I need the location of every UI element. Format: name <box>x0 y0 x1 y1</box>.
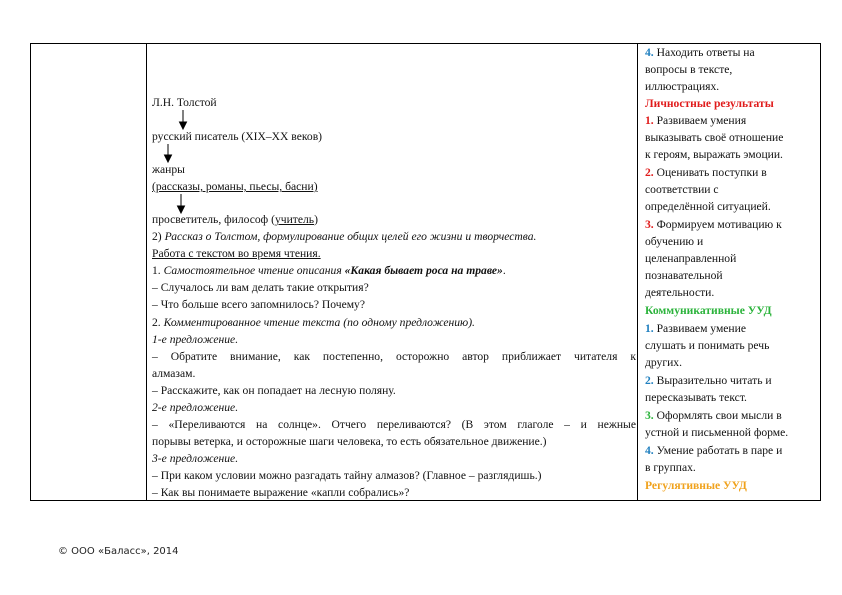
step-2: 2) Рассказ о Толстом, формулирование общих целей его жизни и творчества. <box>152 230 537 243</box>
work-heading: Работа с текстом во время чтения. <box>152 247 321 260</box>
arrow-head-1 <box>180 122 187 129</box>
result-find-answers: 4. Находить ответы на <box>645 46 755 59</box>
regulatory-heading: Регулятивные УУД <box>645 479 747 492</box>
copyright-footer: © ООО «Баласс», 2014 <box>58 546 179 557</box>
personal-result-3-cont: обучению и <box>645 235 704 248</box>
personal-result-1-cont2: к героям, выражать эмоции. <box>645 148 783 161</box>
communicative-result-1: 1. Развиваем умение <box>645 322 746 335</box>
personal-result-1: 1. Развиваем умения <box>645 114 747 127</box>
sentence-1-question-1: – Обратите внимание, как постепенно, осторожно автор приближает читателя к <box>152 350 636 363</box>
personal-results-heading: Личностные результаты <box>645 97 774 110</box>
sentence-3-label: 3-е предложение. <box>152 452 239 465</box>
sentence-2-label: 2-е предложение. <box>152 401 239 414</box>
communicative-result-3-cont: устной и письменной форме. <box>645 426 789 439</box>
genres-label: жанры <box>152 163 185 176</box>
personal-result-2-cont2: определённой ситуацией. <box>645 200 771 213</box>
sentence-3-question-1: – При каком условии можно разгадать тайну алмазов? (Главное – разглядишь.) <box>152 469 542 482</box>
communicative-result-3: 3. Оформлять свои мысли в <box>645 409 782 422</box>
sentence-2-question-1-cont: порывы ветерка, и осторожные шаги человека, то есть обязательное движение.) <box>152 435 547 448</box>
communicative-heading: Коммуникативные УУД <box>645 304 772 317</box>
sentence-2-question-1: – «Переливаются на солнце». Отчего переливаются? (В этом глаголе – и нежные <box>152 418 636 431</box>
communicative-result-2-cont: пересказывать текст. <box>645 391 747 404</box>
sentence-1-question-2: – Расскажите, как он попадает на лесную поляну. <box>152 384 396 397</box>
sentence-1-label: 1-е предложение. <box>152 333 239 346</box>
personal-result-3-cont3: познавательной <box>645 269 723 282</box>
personal-result-1-cont: выказывать своё отношение <box>645 131 784 144</box>
writer-line: русский писатель (XIX–XX веков) <box>152 130 323 143</box>
question-2: – Что больше всего запомнилось? Почему? <box>152 298 366 311</box>
arrow-head-2 <box>165 155 172 162</box>
result-find-answers-cont: вопросы в тексте, <box>645 63 733 76</box>
communicative-result-4: 4. Умение работать в паре и <box>645 444 783 457</box>
personal-result-2-cont: соответствии с <box>645 183 719 196</box>
personal-result-2: 2. Оценивать поступки в <box>645 166 767 179</box>
communicative-result-4-cont: в группах. <box>645 461 696 474</box>
result-find-answers-cont2: иллюстрациях. <box>645 80 720 93</box>
personal-result-3-cont2: целенаправленной <box>645 252 737 265</box>
enlightener-line: просветитель, философ (учитель) <box>152 213 318 226</box>
personal-result-3-cont4: деятельности. <box>645 286 715 299</box>
genres-list: (рассказы, романы, пьесы, басни) <box>152 180 318 193</box>
arrow-head-3 <box>178 206 185 213</box>
author-name: Л.Н. Толстой <box>152 96 217 109</box>
question-1: – Случалось ли вам делать такие открытия? <box>152 281 369 294</box>
sentence-3-question-2: – Как вы понимаете выражение «капли собрались»? <box>152 486 410 499</box>
item-1: 1. Самостоятельное чтение описания «Какая бывает роса на траве». <box>152 264 506 277</box>
personal-result-3: 3. Формируем мотивацию к <box>645 218 782 231</box>
item-2: 2. Комментированное чтение текста (по одному предложению). <box>152 316 475 329</box>
communicative-result-1-cont: слушать и понимать речь <box>645 339 770 352</box>
communicative-result-1-cont2: других. <box>645 356 682 369</box>
communicative-result-2: 2. Выразительно читать и <box>645 374 772 387</box>
sentence-1-question-1-cont: алмазам. <box>152 367 196 380</box>
